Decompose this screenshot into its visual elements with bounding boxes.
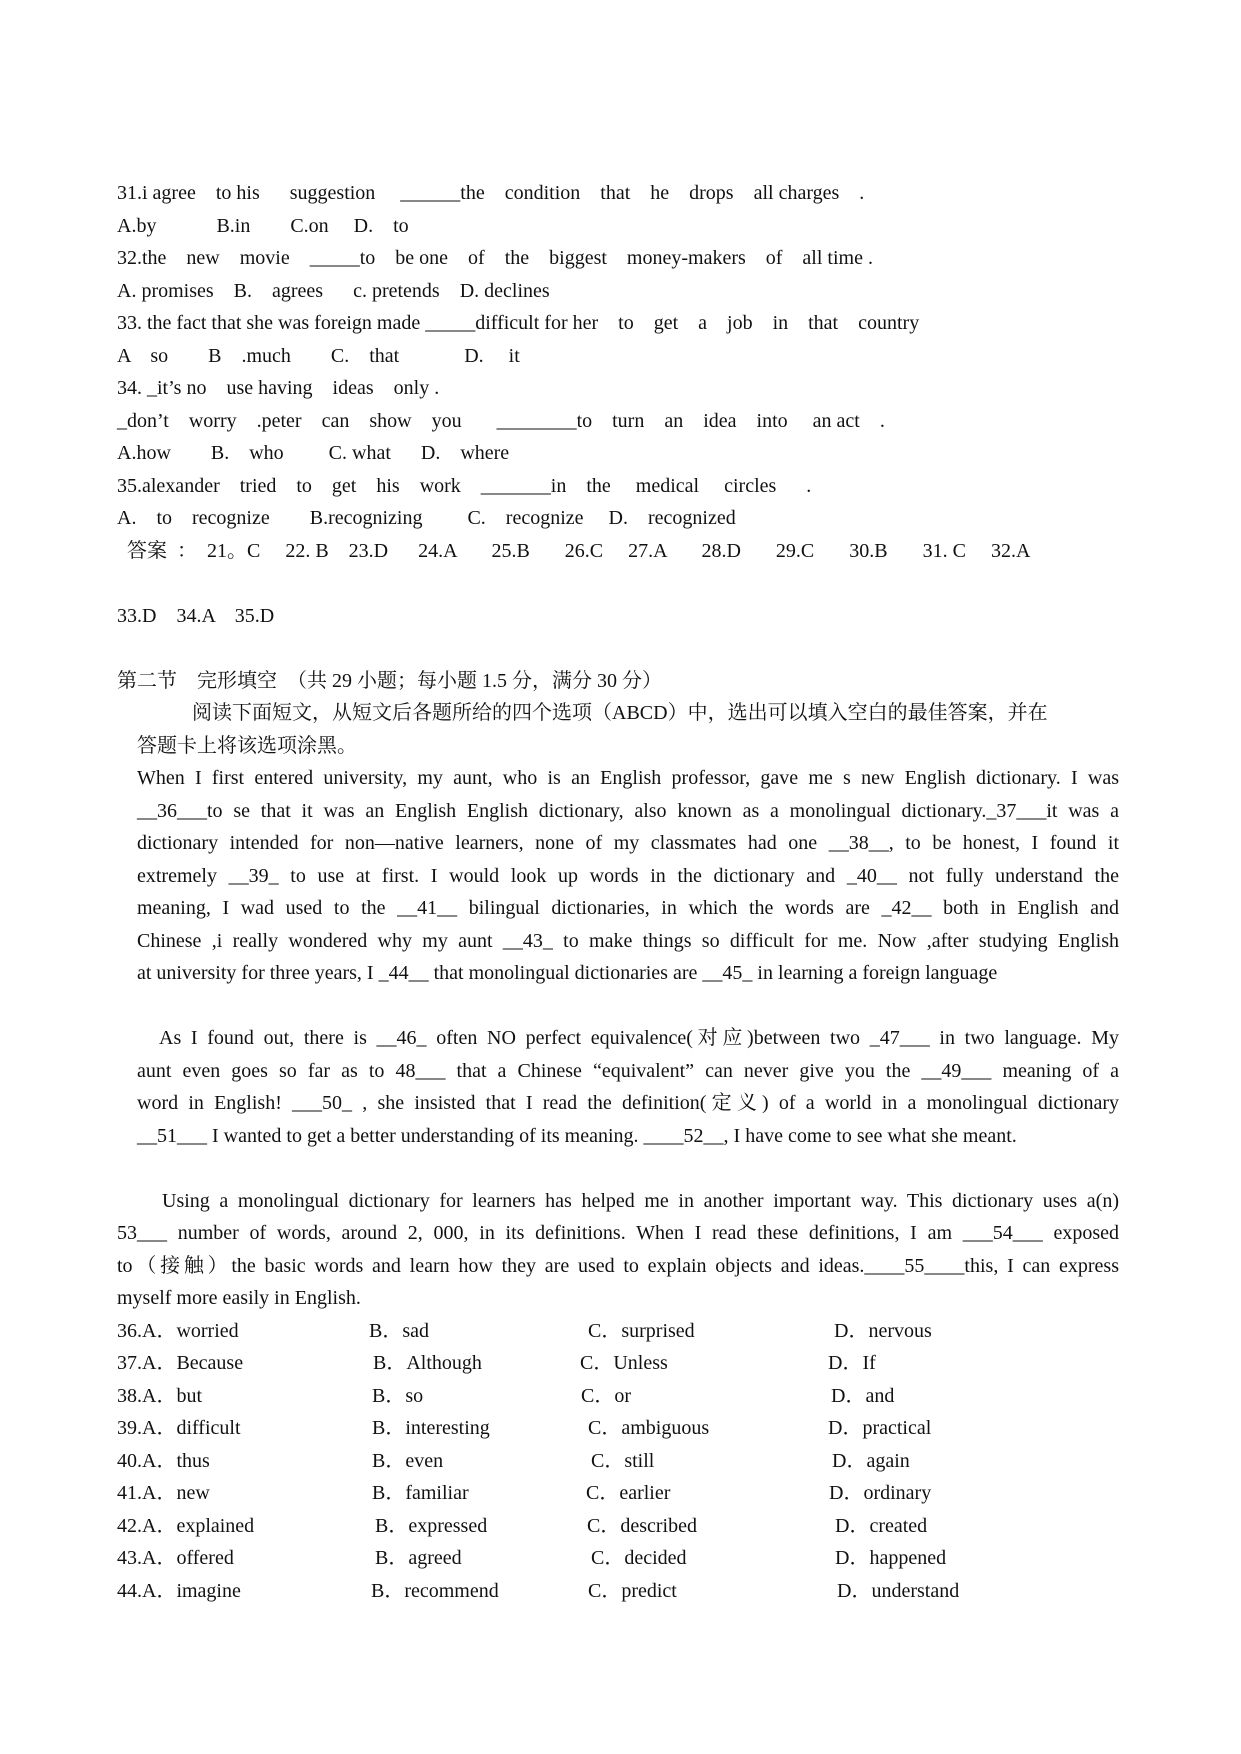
option-d: D．nervous [834,1320,932,1342]
para1-line-5: meaning, I wad used to the __41__ bilingual dictionaries, in which the words are _42__ both in English and [137,897,1119,919]
option-d: D．created [835,1515,928,1537]
option-c: C．ambiguous [588,1417,710,1439]
para2-line-3: word in English! ___50_ , she insisted that I read the definition(定义) of a world in a monolingual dictionary [137,1092,1119,1114]
question-35-options: A. to recognize B.recognizing C. recognize D. recognized [117,507,736,529]
option-b: B．recommend [371,1580,499,1602]
option-d: D．understand [837,1580,960,1602]
question-33-options: A so B .much C. that D. it [117,345,520,367]
question-34-options: A.how B. who C. what D. where [117,442,510,464]
option-d: D．practical [828,1417,932,1439]
para2-line-2: aunt even goes so far as to 48___ that a Chinese “equivalent” can never give you the __49___ meaning of a [137,1060,1119,1082]
option-b: B．interesting [372,1417,490,1439]
option-d: D．ordinary [829,1482,932,1504]
option-c: C．decided [591,1547,687,1569]
option-b: B．agreed [375,1547,462,1569]
option-d: D．If [828,1352,876,1374]
section-heading: 第二节 完形填空 （共 29 小题；每小题 1.5 分，满分 30 分） [117,670,662,692]
option-b: B．familiar [372,1482,469,1504]
question-32-options: A. promises B. agrees c. pretends D. declines [117,280,550,302]
option-d: D．again [832,1450,910,1472]
instruction-line-1: 阅读下面短文，从短文后各题所给的四个选项（ABCD）中，选出可以填入空白的最佳答案，并在 [192,702,1048,724]
option-b: B．even [372,1450,444,1472]
option-c: C．still [591,1450,655,1472]
para3-line-3: to（接触）the basic words and learn how they are used to explain objects and ideas.____55____this, I can express [117,1255,1119,1277]
option-a: 44.A．imagine [117,1580,241,1602]
option-b: B．sad [369,1320,429,1342]
question-34-line-2: _don’t worry .peter can show you ________to turn an idea into an act . [117,410,885,432]
option-d: D．and [831,1385,895,1407]
para1-line-2: __36___to se that it was an English English dictionary, also known as a monolingual dictionary._37___it was a [137,800,1119,822]
question-33: 33. the fact that she was foreign made _____difficult for her to get a job in that country [117,312,920,334]
option-d: D．happened [835,1547,947,1569]
para3-line-2: 53___ number of words, around 2, 000, in its definitions. When I read these definitions, I am ___54___ exposed [117,1222,1119,1244]
question-35: 35.alexander tried to get his work _______in the medical circles . [117,475,812,497]
option-b: B．so [372,1385,424,1407]
instruction-line-2: 答题卡上将该选项涂黑。 [137,735,357,757]
option-c: C．predict [588,1580,677,1602]
option-a: 40.A．thus [117,1450,210,1472]
para2-line-1: As I found out, there is __46_ often NO perfect equivalence(对应)between two _47___ in two language. My [159,1027,1119,1049]
para1-line-4: extremely __39_ to use at first. I would look up words in the dictionary and _40__ not fully understand the [137,865,1119,887]
answer-key-line-2: 33.D 34.A 35.D [117,605,275,627]
para1-line-7: at university for three years, I _44__ that monolingual dictionaries are __45_ in learning a foreign language [137,962,998,984]
option-a: 39.A．difficult [117,1417,241,1439]
option-c: C．Unless [580,1352,668,1374]
option-b: B．Although [373,1352,482,1374]
option-a: 37.A．Because [117,1352,244,1374]
option-c: C．surprised [588,1320,695,1342]
option-b: B．expressed [375,1515,488,1537]
para2-line-4: __51___ I wanted to get a better understanding of its meaning. ____52__, I have come to see what she meant. [137,1125,1017,1147]
question-32: 32.the new movie _____to be one of the biggest money-makers of all time . [117,247,873,269]
option-a: 38.A．but [117,1385,202,1407]
question-34-line-1: 34. _it’s no use having ideas only . [117,377,440,399]
option-c: C．or [581,1385,631,1407]
para3-line-1: Using a monolingual dictionary for learners has helped me in another important way. This dictionary uses a(n) [162,1190,1119,1212]
para1-line-3: dictionary intended for non—native learners, none of my classmates had one __38__, to be honest, I found it [137,832,1119,854]
option-a: 36.A．worried [117,1320,239,1342]
option-a: 43.A．offered [117,1547,234,1569]
question-31-options: A.by B.in C.on D. to [117,215,409,237]
question-31: 31.i agree to his suggestion ______the condition that he drops all charges . [117,182,865,204]
answer-key-line-1: 答案 ： 21。C 22. B 23.D 24.A 25.B 26.C 27.A 28.D 29.C 30.B 31. C 32.A [117,540,1031,562]
option-c: C．described [587,1515,697,1537]
option-a: 42.A．explained [117,1515,255,1537]
para1-line-1: When I first entered university, my aunt, who is an English professor, gave me s new English dictionary. I was [137,767,1119,789]
para1-line-6: Chinese ,i really wondered why my aunt __43_ to make things so difficult for me. Now ,after studying English [137,930,1119,952]
para3-line-4: myself more easily in English. [117,1287,361,1309]
option-a: 41.A．new [117,1482,210,1504]
option-c: C．earlier [586,1482,671,1504]
